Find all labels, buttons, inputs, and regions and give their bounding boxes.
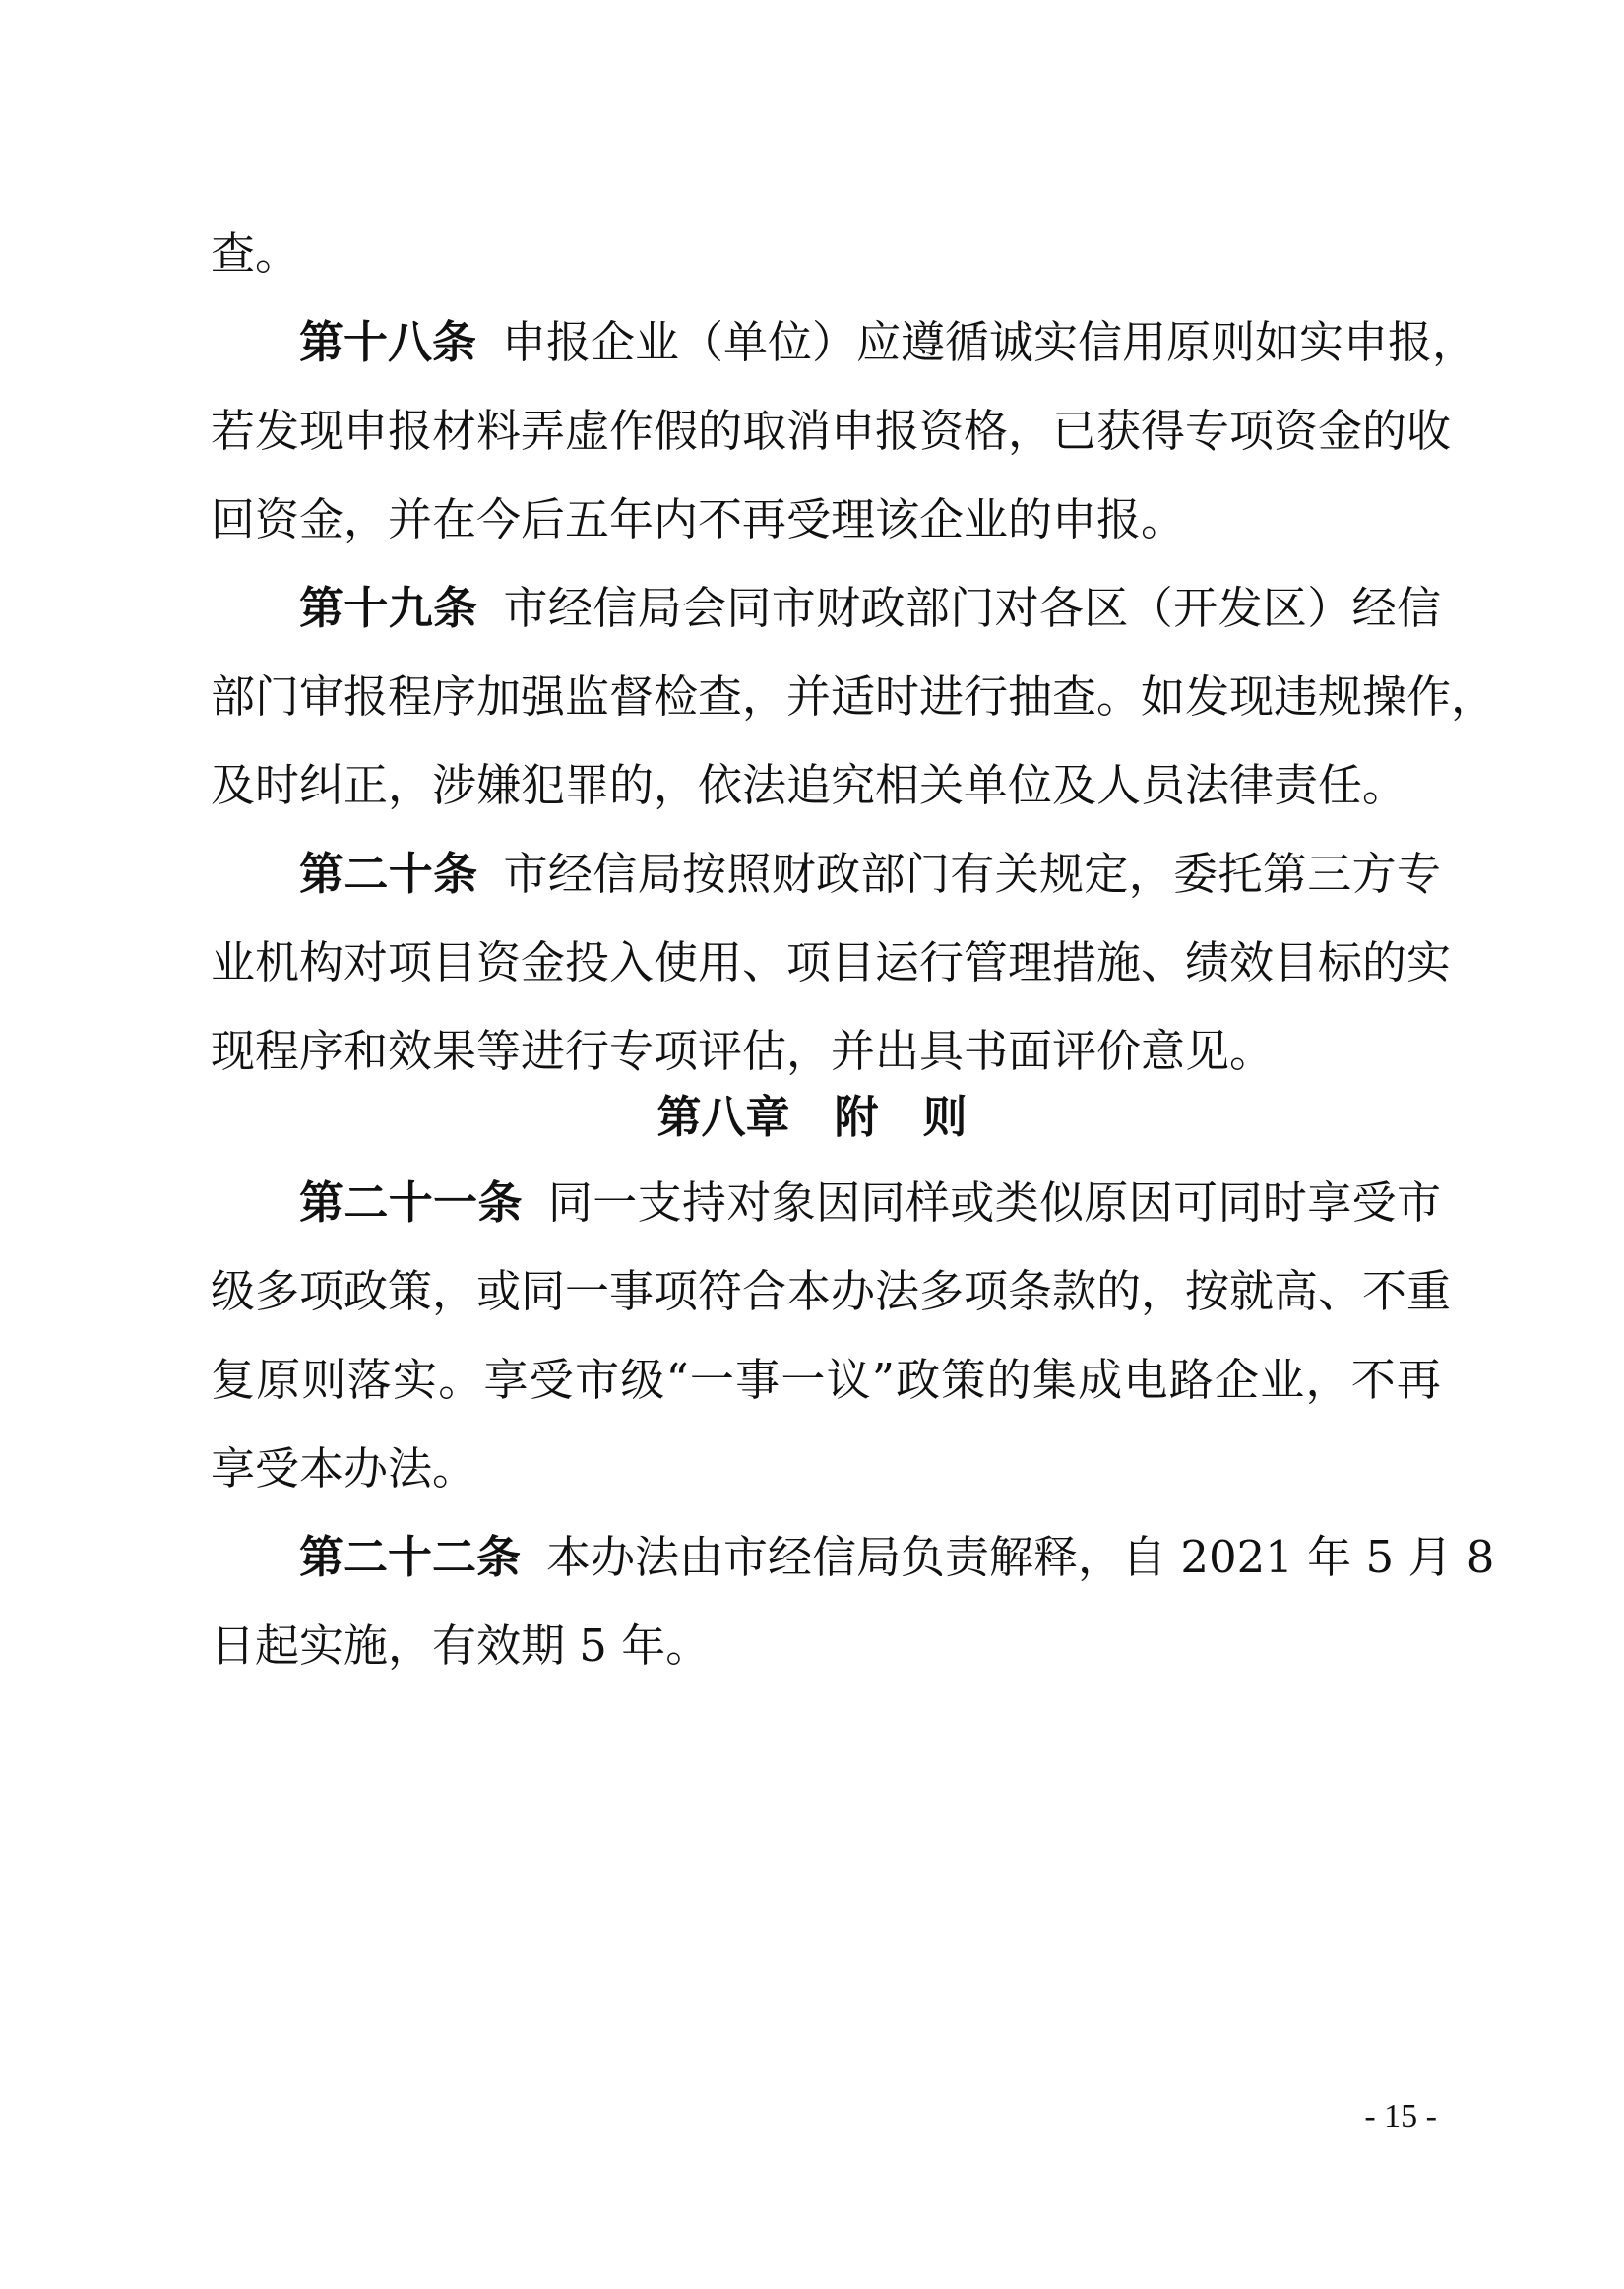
- article-22-line: 第二十二条 本办法由市经信局负责解释，自 2021 年 5 月 8: [299, 1531, 1495, 1583]
- article-21-line: 级多项政策，或同一事项符合本办法多项条款的，按就高、不重: [211, 1265, 1452, 1317]
- article-19-line: 及时纠正，涉嫌犯罪的，依法追究相关单位及人员法律责任。: [211, 759, 1407, 811]
- article-22-line: 日起实施，有效期 5 年。: [211, 1620, 711, 1672]
- page-number: - 15 -: [1364, 2098, 1437, 2134]
- paragraph-line: 查。: [211, 227, 300, 280]
- article-19-line: 第十九条 市经信局会同市财政部门对各区（开发区）经信: [299, 582, 1441, 634]
- article-21-line: 第二十一条 同一支持对象因同样或类似原因可同时享受市: [299, 1176, 1441, 1229]
- article-20-line: 现程序和效果等进行专项评估，并出具书面评价意见。: [211, 1025, 1275, 1077]
- article-19-line: 部门审报程序加强监督检查，并适时进行抽查。如发现违规操作，: [211, 670, 1496, 723]
- article-19-label: 第十九条: [299, 582, 478, 634]
- article-20-line: 第二十条 市经信局按照财政部门有关规定，委托第三方专: [299, 848, 1441, 900]
- article-20-line: 业机构对项目资金投入使用、项目运行管理措施、绩效目标的实: [211, 936, 1452, 988]
- article-20-label: 第二十条: [299, 848, 478, 900]
- article-21-label: 第二十一条: [299, 1176, 523, 1229]
- article-18-label: 第十八条: [299, 316, 477, 368]
- article-22-label: 第二十二条: [299, 1531, 522, 1583]
- article-18-line: 回资金，并在今后五年内不再受理该企业的申报。: [211, 493, 1186, 545]
- article-18-line: 若发现申报材料弄虚作假的取消申报资格，已获得专项资金的收: [211, 405, 1452, 457]
- article-18-line: 第十八条 申报企业（单位）应遵循诚实信用原则如实申报，: [299, 316, 1477, 368]
- chapter-heading: 第八章 附 则: [656, 1091, 968, 1143]
- article-21-line: 复原则落实。享受市级“一事一议”政策的集成电路企业，不再: [211, 1354, 1441, 1406]
- article-21-line: 享受本办法。: [211, 1442, 477, 1494]
